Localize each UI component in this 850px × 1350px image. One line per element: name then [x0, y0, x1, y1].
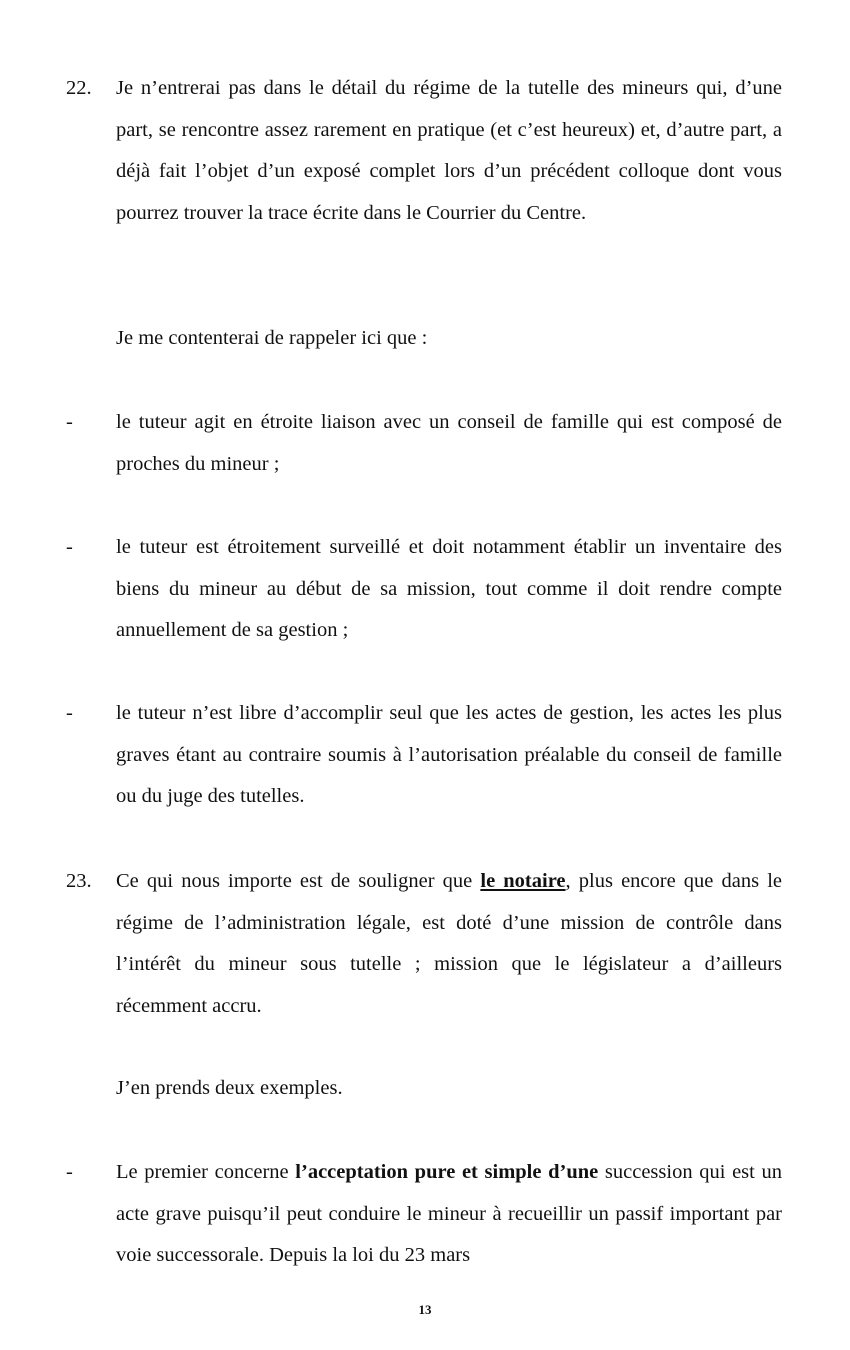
paragraph-number: 23.	[66, 870, 92, 892]
list-bullet: -	[66, 702, 73, 724]
paragraph-number: 22.	[66, 77, 92, 99]
list-item-text: le tuteur est étroitement surveillé et doit notamment établir un inventaire des biens du mineur au début de sa mission, tout comme il doit rendre compte annuellement de sa gestion ;	[116, 536, 782, 642]
recall-intro	[66, 318, 782, 360]
examples-intro	[66, 1068, 782, 1110]
list-item	[66, 402, 782, 485]
list-item-text-end: succession qui est un acte grave puisqu’il peut conduire le mineur à recueillir un passif important par voie successorale. Depuis la loi du 23 mars	[116, 1161, 782, 1267]
list-item-text: le tuteur agit en étroite liaison avec un conseil de famille qui est composé de proches du mineur ;	[116, 411, 782, 475]
paragraph-text: Je n’entrerai pas dans le détail du régime de la tutelle des mineurs qui, d’une part, se rencontre assez rarement en pratique (et c’est heureux) et, d’autre part, a déjà fait l’objet d’un exposé complet lors d’un précédent colloque dont vous pourrez trouver la trace écrite dans le Courrier du Centre.	[116, 77, 782, 224]
recall-intro-text: Je me contenterai de rappeler ici que :	[116, 327, 428, 349]
list-bullet: -	[66, 411, 73, 433]
paragraph-23	[66, 861, 782, 1027]
list-item-text-start: Le premier concerne	[116, 1161, 296, 1183]
paragraph-22	[66, 68, 782, 234]
list-item	[66, 527, 782, 652]
page-number: 13	[418, 1302, 432, 1317]
paragraph-text-end: , plus encore que dans le régime de l’administration légale, est doté d’une mission de contrôle dans l’intérêt du mineur sous tutelle ; mission que le législateur a d’ailleurs récemment accru.	[116, 870, 782, 1017]
list-item-text: le tuteur n’est libre d’accomplir seul que les actes de gestion, les actes les plus graves étant au contraire soumis à l’autorisation préalable du conseil de famille ou du juge des tutelles.	[116, 702, 782, 808]
paragraph-text	[116, 861, 782, 1027]
examples-intro-text: J’en prends deux exemples.	[116, 1077, 343, 1099]
list-bullet: -	[66, 536, 73, 558]
list-item	[66, 1152, 782, 1277]
list-item	[66, 693, 782, 818]
emphasis-acceptation: l’acceptation pure et simple d’une	[295, 1161, 599, 1183]
list-bullet: -	[66, 1161, 73, 1183]
paragraph-text-start: Ce qui nous importe est de souligner que	[116, 870, 481, 892]
emphasis-notaire: le notaire	[480, 870, 566, 892]
list-item-text	[116, 1152, 782, 1277]
